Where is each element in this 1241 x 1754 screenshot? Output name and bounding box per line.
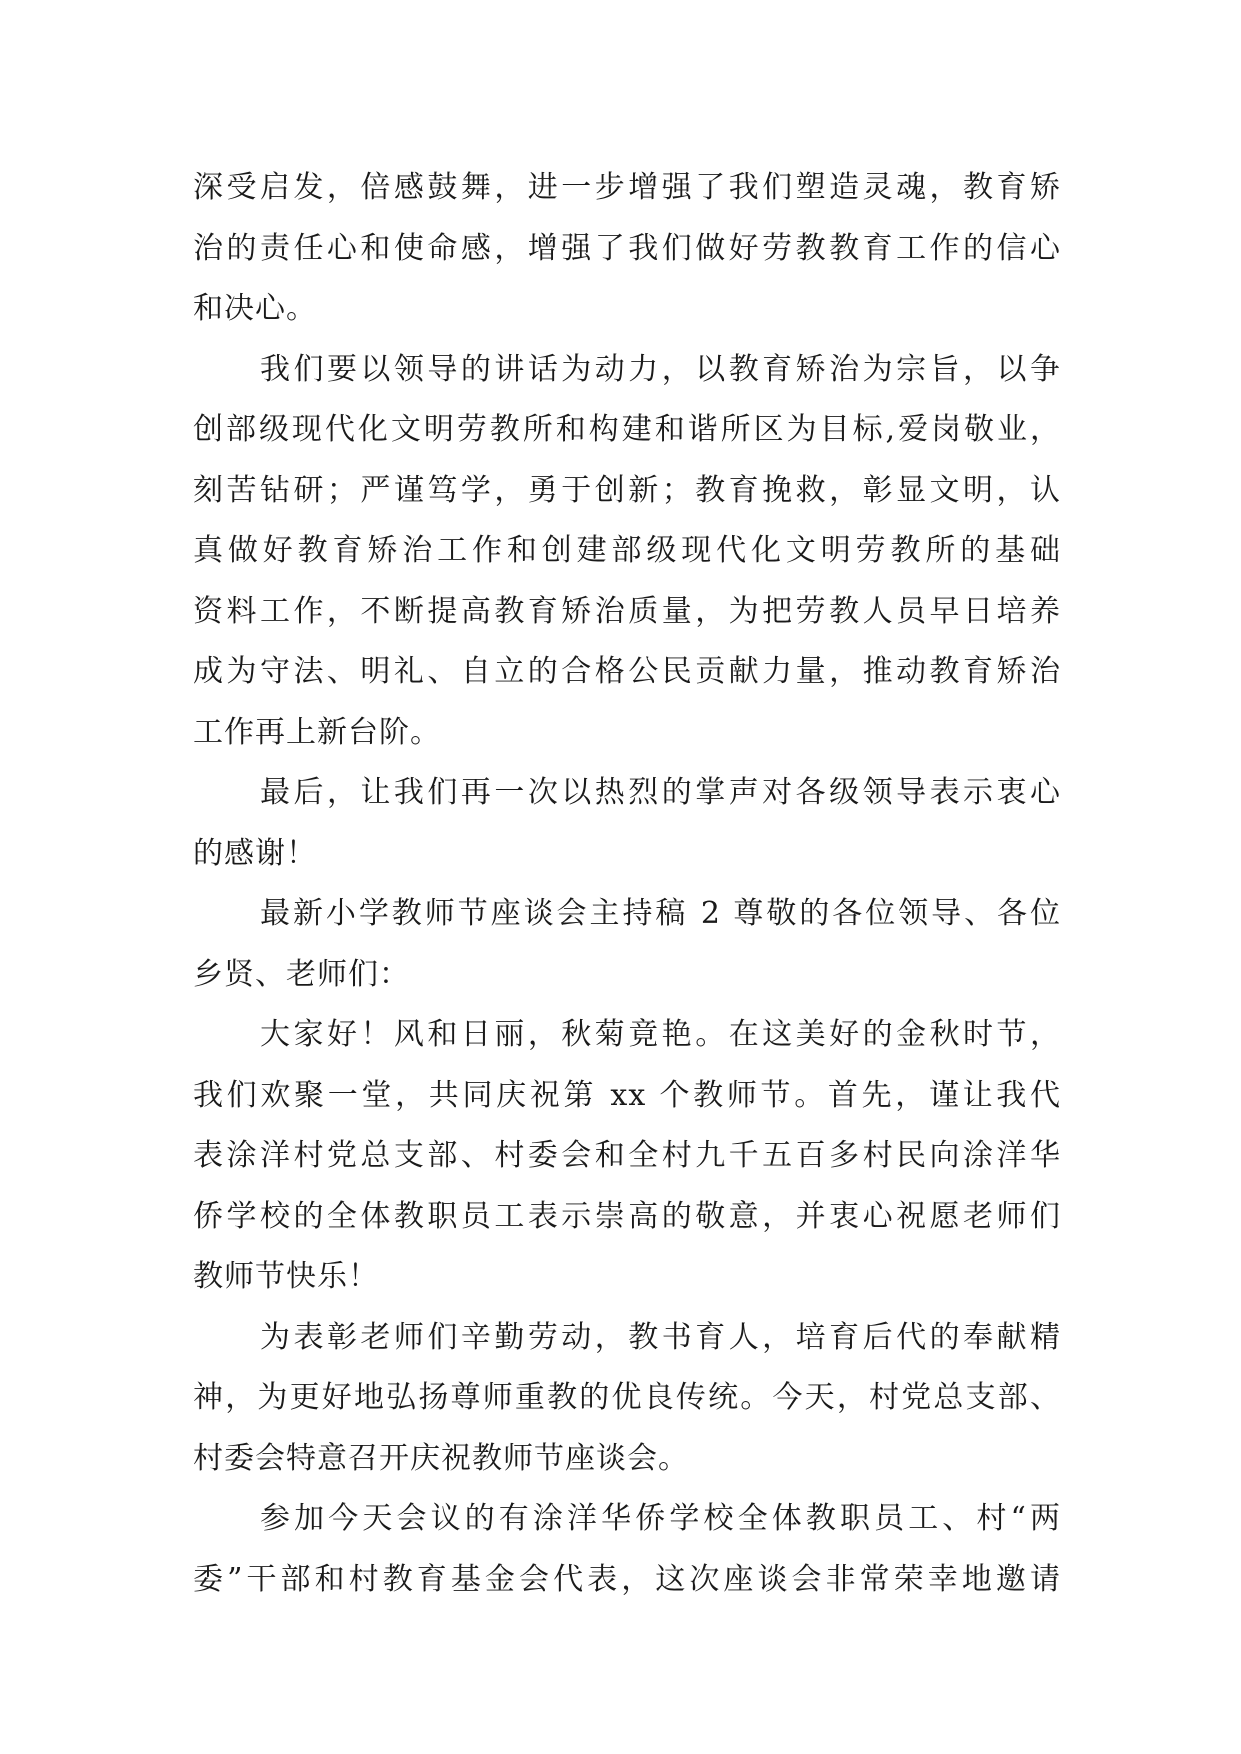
text-line: 工作再上新台阶。 xyxy=(193,714,441,750)
text-line: 委”干部和村教育基金会代表，这次座谈会非常荣幸地邀请 xyxy=(193,1561,1061,1597)
text-line: 和决心。 xyxy=(193,291,317,326)
text-line: 神，为更好地弘扬尊师重教的优良传统。今天，村党总支部、 xyxy=(193,1380,1061,1415)
document-body xyxy=(193,158,1061,1610)
text-line: 创部级现代化文明劳教所和构建和谐所区为目标,爱岗敬业， xyxy=(193,412,1061,447)
text-line: 参加今天会议的有涂洋华侨学校全体教职员工、村“两 xyxy=(260,1501,1061,1536)
text-line: 最新小学教师节座谈会主持稿 2 尊敬的各位领导、各位 xyxy=(260,896,1061,931)
text-line: 我们要以领导的讲话为动力，以教育矫治为宗旨，以争 xyxy=(260,351,1061,387)
text-line: 大家好！风和日丽，秋菊竟艳。在这美好的金秋时节， xyxy=(260,1017,1061,1052)
text-line: 教师节快乐！ xyxy=(193,1259,379,1294)
text-line: 村委会特意召开庆祝教师节座谈会。 xyxy=(193,1440,689,1476)
text-line: 最后，让我们再一次以热烈的掌声对各级领导表示衷心 xyxy=(260,775,1061,810)
text-line: 治的责任心和使命感，增强了我们做好劳教教育工作的信心 xyxy=(193,230,1061,266)
text-line: 真做好教育矫治工作和创建部级现代化文明劳教所的基础 xyxy=(193,533,1061,568)
text-line: 乡贤、老师们： xyxy=(193,956,410,992)
text-line: 为表彰老师们辛勤劳动，教书育人，培育后代的奉献精 xyxy=(260,1319,1061,1355)
text-line: 侨学校的全体教职员工表示崇高的敬意，并衷心祝愿老师们 xyxy=(193,1198,1061,1234)
text-line: 刻苦钻研；严谨笃学，勇于创新；教育挽救，彰显文明，认 xyxy=(193,472,1061,508)
text-line: 成为守法、明礼、自立的合格公民贡献力量，推动教育矫治 xyxy=(193,654,1061,689)
text-line: 资料工作，不断提高教育矫治质量，为把劳教人员早日培养 xyxy=(193,593,1061,629)
text-line: 深受启发，倍感鼓舞，进一步增强了我们塑造灵魂，教育矫 xyxy=(193,170,1061,205)
text-line: 的感谢！ xyxy=(193,835,317,871)
text-line: 我们欢聚一堂，共同庆祝第 xx 个教师节。首先，谨让我代 xyxy=(193,1077,1061,1113)
text-line: 表涂洋村党总支部、村委会和全村九千五百多村民向涂洋华 xyxy=(193,1138,1061,1173)
